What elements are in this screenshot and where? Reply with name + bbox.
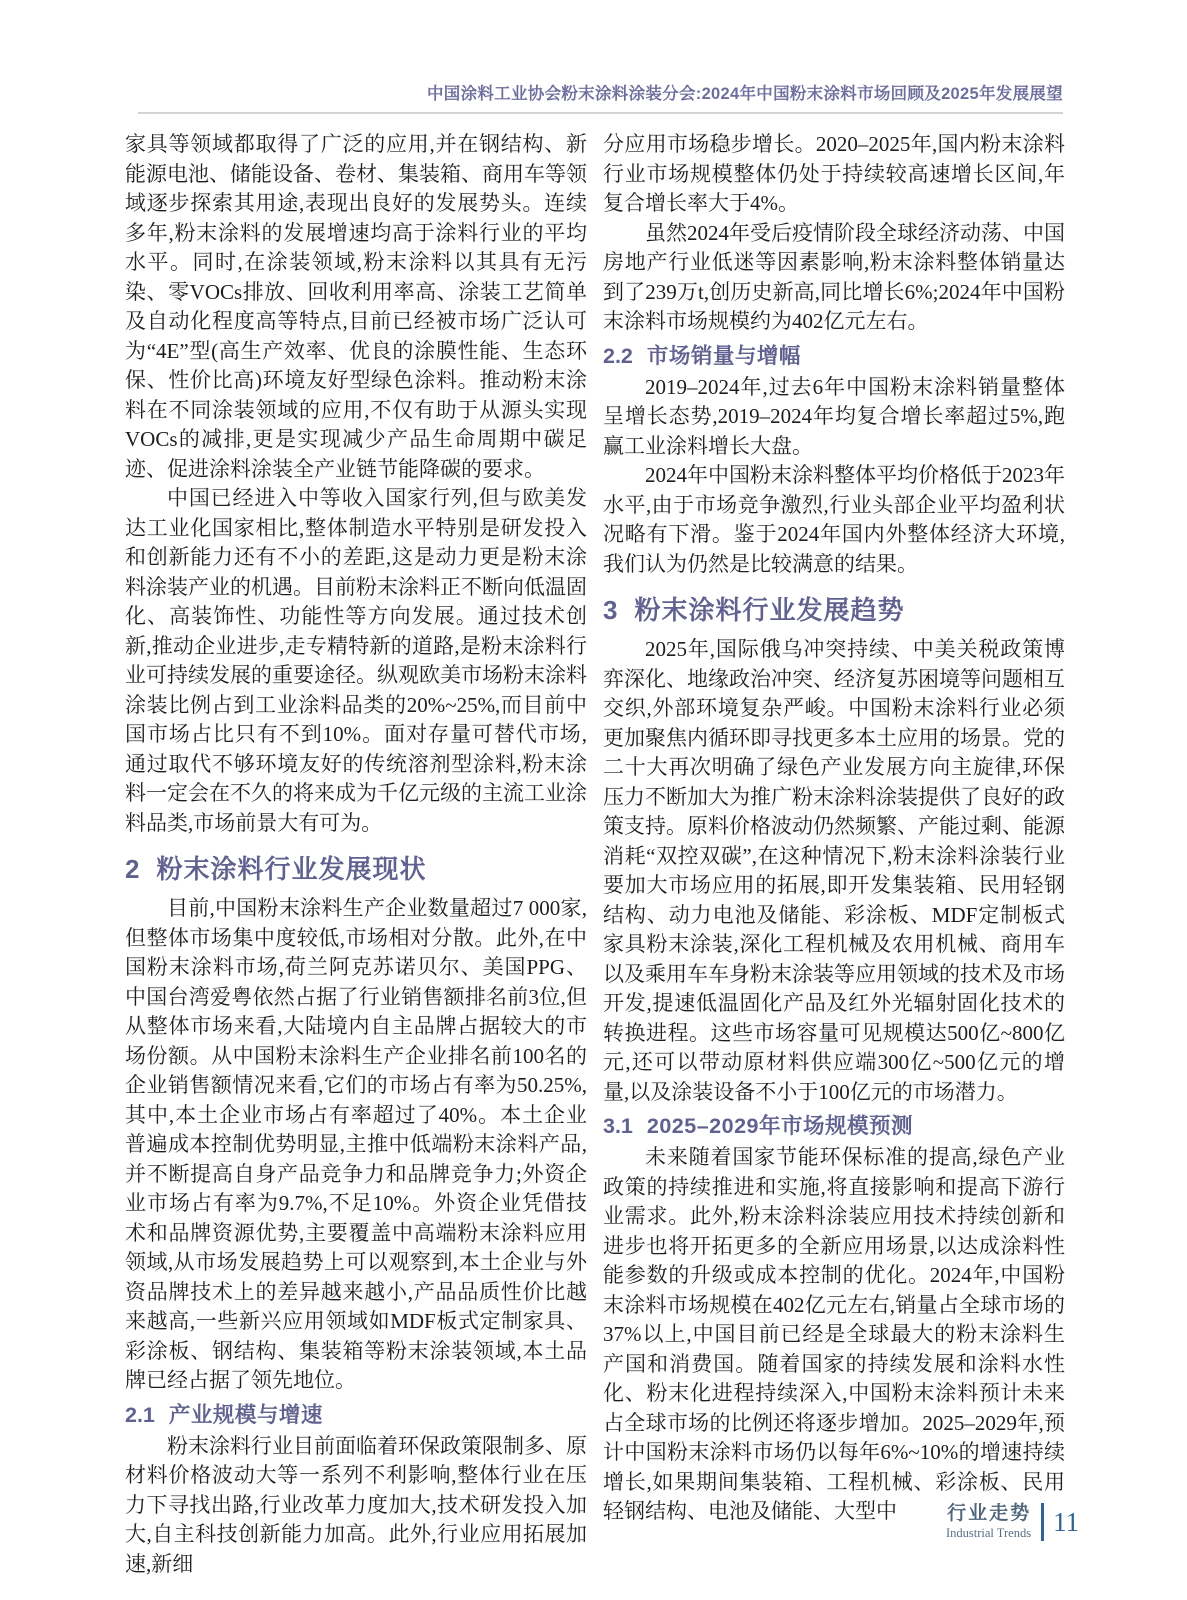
paragraph: 中国已经进入中等收入国家行列,但与欧美发达工业化国家相比,整体制造水平特别是研发投入和创新能力还有不小的差距,这是动力更是粉末涂料涂装产业的机遇。目前粉末涂料正不断向低温固化、高装饰性、功能性等方向发展。通过技术创新,推动企业进步,走专精特新的道路,是粉末涂料行业可持续发展的重要途径。纵观欧美市场粉末涂料涂装比例占到工业涂料品类的20%~25%,而目前中国市场占比只有不到10%。面对存量可替代市场,通过取代不够环境友好的传统溶剂型涂料,粉末涂料一定会在不久的将来成为千亿元级的主流工业涂料品类,市场前景大有可为。 xyxy=(125,486,587,835)
left-column xyxy=(125,130,587,1579)
section-title: 粉末涂料行业发展趋势 xyxy=(634,595,905,625)
paragraph: 2019–2024年,过去6年中国粉末涂料销量整体呈增长态势,2019–2024年均复合增长率超过5%,跑赢工业涂料增长大盘。 xyxy=(603,374,1065,458)
footer-section-labels xyxy=(946,1503,1031,1541)
paragraph: 2025年,国际俄乌冲突持续、中美关税政策博弈深化、地缘政治冲突、经济复苏困境等问题相互交织,外部环境复杂严峻。中国粉末涂料行业必须更加聚焦内循环即寻找更多本土应用的场景。党的二十大再次明确了绿色产业发展方向主旋律,环保压力不断加大为推广粉末涂料涂装提供了良好的政策支持。原料价格波动仍然频繁、产能过剩、能源消耗“双控双碳”,在这种情况下,粉末涂料涂装行业要加大市场应用的拓展,即开发集装箱、民用轻钢结构、动力电池及储能、彩涂板、MDF定制板式家具粉末涂装,深化工程机械及农用机械、商用车以及乘用车车身粉末涂装等应用领域的技术及市场开发,提速低温固化产品及红外光辐射固化技术的转换进程。这些市场容量可见规模达500亿~800亿元,还可以带动原材料供应端300亿~500亿元的增量,以及涂装设备不小于100亿元的市场潜力。 xyxy=(603,637,1065,1104)
section-title: 粉末涂料行业发展现状 xyxy=(156,854,427,884)
footer-divider-bar xyxy=(1041,1503,1044,1541)
sub-heading-3-1 xyxy=(603,1112,1065,1140)
sub-section-number: 3.1 xyxy=(603,1114,633,1138)
page-footer xyxy=(946,1503,1079,1541)
running-header-title: 中国涂料工业协会粉末涂料涂装分会:2024年中国粉末涂料市场回顾及2025年发展展望 xyxy=(426,85,1063,103)
section-number: 3 xyxy=(603,595,618,625)
section-heading-3 xyxy=(603,594,1065,626)
paragraph: 家具等领域都取得了广泛的应用,并在钢结构、新能源电池、储能设备、卷材、集装箱、商用车等领域逐步探索其用途,表现出良好的发展势头。连续多年,粉末涂料的发展增速均高于涂料行业的平均水平。同时,在涂装领域,粉末涂料以其具有无污染、零VOCs排放、回收利用率高、涂装工艺简单及自动化程度高等特点,目前已经被市场广泛认可为“4E”型(高生产效率、优良的涂膜性能、生态环保、性价比高)环境友好型绿色涂料。推动粉末涂料在不同涂装领域的应用,不仅有助于从源头实现VOCs的减排,更是实现减少产品生命周期中碳足迹、促进涂料涂装全产业链节能降碳的要求。 xyxy=(125,132,587,481)
content-two-columns xyxy=(125,130,1065,1579)
section-heading-2 xyxy=(125,853,587,885)
footer-label-en: Industrial Trends xyxy=(946,1526,1032,1540)
header-divider-rule xyxy=(138,112,1063,114)
right-column xyxy=(603,130,1065,1579)
section-number: 2 xyxy=(125,854,140,884)
paragraph: 目前,中国粉末涂料生产企业数量超过7 000家,但整体市场集中度较低,市场相对分散。此外,在中国粉末涂料市场,荷兰阿克苏诺贝尔、美国PPG、中国台湾爱粤依然占据了行业销售额排名前3位,但从整体市场来看,大陆境内自主品牌占据较大的市场份额。从中国粉末涂料生产企业排名前100名的企业销售额情况来看,它们的市场占有率为50.25%,其中,本土企业市场占有率超过了40%。本土企业普遍成本控制优势明显,主推中低端粉末涂料产品,并不断提高自身产品竞争力和品牌竞争力;外资企业市场占有率为9.7%,不足10%。外资企业凭借技术和品牌资源优势,主要覆盖中高端粉末涂料应用领域,从市场发展趋势上可以观察到,本土企业与外资品牌技术上的差异越来越小,产品品质性价比越来越高,一些新兴应用领域如MDF板式定制家具、彩涂板、钢结构、集装箱等粉末涂装领域,本土品牌已经占据了领先地位。 xyxy=(125,896,587,1392)
paragraph: 粉末涂料行业目前面临着环保政策限制多、原材料价格波动大等一系列不利影响,整体行业在压力下寻找出路,行业改革力度加大,技术研发投入加大,自主科技创新能力加高。此外,行业应用拓展加速,新细 xyxy=(125,1433,587,1576)
page-number: 11 xyxy=(1053,1506,1080,1537)
sub-section-number: 2.2 xyxy=(603,343,633,368)
sub-section-title: 市场销量与增幅 xyxy=(646,343,801,368)
paragraph: 分应用市场稳步增长。2020–2025年,国内粉末涂料行业市场规模整体仍处于持续较高速增长区间,年复合增长率大于4%。 xyxy=(603,132,1065,215)
paragraph: 虽然2024年受后疫情阶段全球经济动荡、中国房地产行业低迷等因素影响,粉末涂料整体销量达到了239万t,创历史新高,同比增长6%;2024年中国粉末涂料市场规模约为402亿元左右。 xyxy=(603,220,1065,333)
sub-section-title: 产业规模与增速 xyxy=(168,1402,323,1427)
footer-label-cn: 行业走势 xyxy=(947,1503,1032,1524)
paragraph: 2024年中国粉末涂料整体平均价格低于2023年水平,由于市场竞争激烈,行业头部企业平均盈利状况略有下滑。鉴于2024年国内外整体经济大环境,我们认为仍然是比较满意的结果。 xyxy=(603,463,1065,576)
sub-heading-2-2 xyxy=(603,342,1065,370)
sub-heading-2-1 xyxy=(125,1401,587,1429)
sub-section-title: 2025–2029年市场规模预测 xyxy=(646,1114,914,1138)
sub-section-number: 2.1 xyxy=(125,1402,155,1427)
paragraph: 未来随着国家节能环保标准的提高,绿色产业政策的持续推进和实施,将直接影响和提高下游行业需求。此外,粉末涂料涂装应用技术持续创新和进步也将开拓更多的全新应用场景,以达成涂料性能参数的升级或成本控制的优化。2024年,中国粉末涂料市场规模在402亿元左右,销量占全球市场的37%以上,中国目前已经是全球最大的粉末涂料生产国和消费国。随着国家的持续发展和涂料水性化、粉末化进程持续深入,中国粉末涂料预计未来占全球市场的比例还将逐步增加。2025–2029年,预计中国粉末涂料市场仍以每年6%~10%的增速持续增长,如果期间集装箱、工程机械、彩涂板、民用轻钢结构、电池及储能、大型中 xyxy=(603,1145,1065,1523)
